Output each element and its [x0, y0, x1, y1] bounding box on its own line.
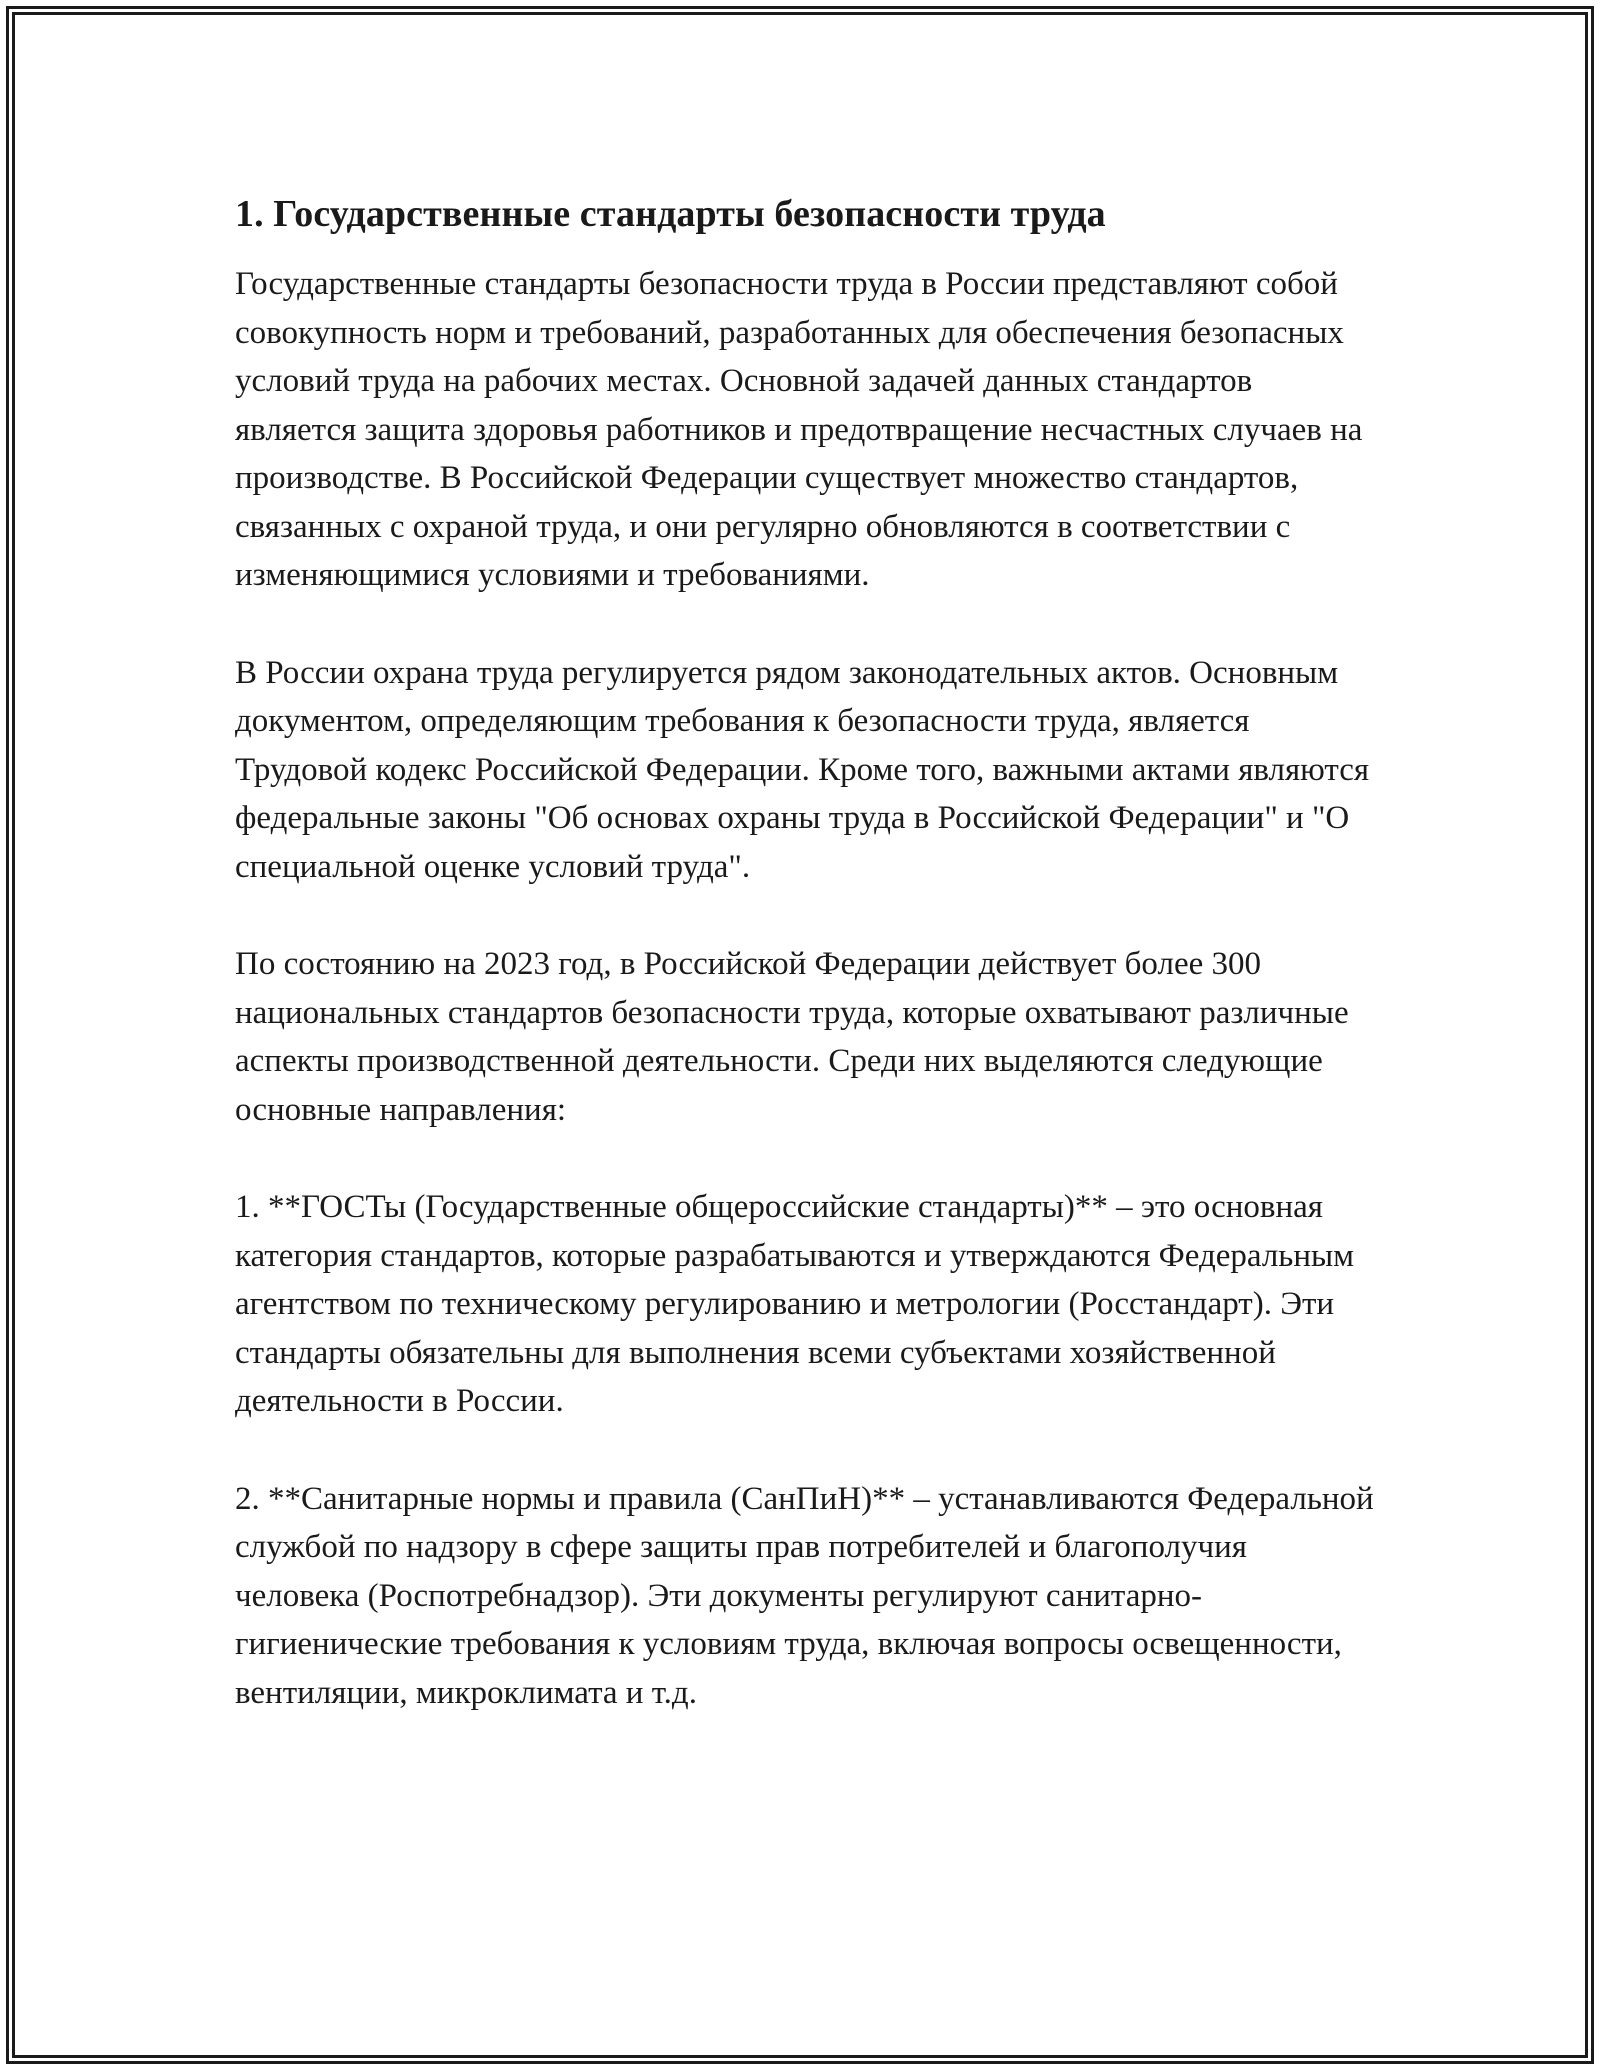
document-body	[235, 188, 1375, 1766]
paragraph-standards-count: По состоянию на 2023 год, в Российской Федерации действует более 300 национальных стандартов безопасности труда, которые охватывают различные аспекты производственной деятельности. Среди них выделяются следующие основные направления:	[235, 946, 1349, 1128]
list-item-sanpin: 2. **Санитарные нормы и правила (СанПиН)** – устанавливаются Федеральной службой по надзору в сфере защиты прав потребителей и благополучия человека (Роспотребнадзор). Эти документы регулируют санитарно-гигиенические требования к условиям труда, включая вопросы освещенности, вентиляции, микроклимата и т.д.	[235, 1480, 1374, 1711]
section-heading: 1. Государственные стандарты безопасности труда	[235, 193, 1106, 235]
list-item-gost: 1. **ГОСТы (Государственные общероссийские стандарты)** – это основная категория стандартов, которые разрабатываются и утверждаются Федеральным агентством по техническому регулированию и метрологии (Росстандарт). Эти стандарты обязательны для выполнения всеми субъектами хозяйственной деятельности в России.	[235, 1189, 1355, 1419]
paragraph-legislation: В России охрана труда регулируется рядом законодательных актов. Основным документом, определяющим требования к безопасности труда, является Трудовой кодекс Российской Федерации. Кроме того, важными актами являются федеральные законы "Об основах охраны труда в Российской Федерации" и "О специальной оценке условий труда".	[235, 654, 1370, 885]
paragraph-intro: Государственные стандарты безопасности труда в России представляют собой совокупность норм и требований, разработанных для обеспечения безопасных условий труда на рабочих местах. Основной задачей данных стандартов является защита здоровья работников и предотвращение несчастных случаев на производстве. В Российской Федерации существует множество стандартов, связанных с охраной труда, и они регулярно обновляются в соответствии с изменяющимися условиями и требованиями.	[235, 266, 1363, 593]
